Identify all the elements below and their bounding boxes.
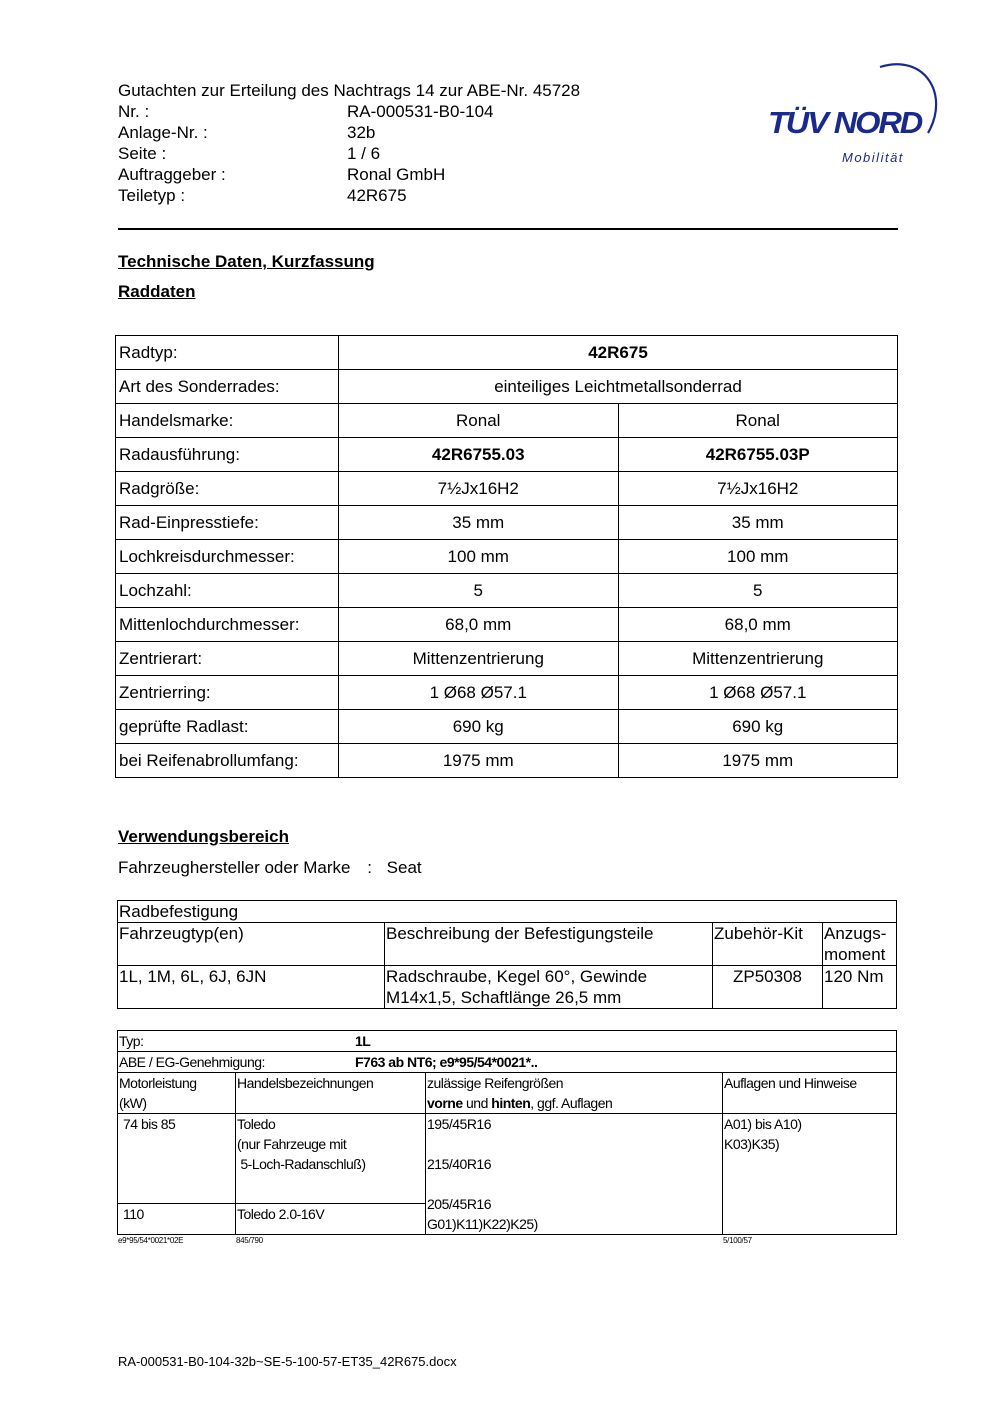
footer-filename: RA-000531-B0-104-32b~SE-5-100-57-ET35_42R675.docx xyxy=(118,1354,457,1369)
auflagen-cell: A01) bis A10) K03)K35) xyxy=(723,1114,897,1235)
cell-value-a: 68,0 mm xyxy=(339,608,619,642)
header-row-auftraggeber: Auftraggeber : Ronal GmbH xyxy=(118,165,446,184)
typ-table xyxy=(117,1030,897,1235)
col-header-fahrzeugtyp: Fahrzeugtyp(en) xyxy=(118,923,385,966)
typ-value: 1L xyxy=(355,1033,371,1049)
section-title-verwendungsbereich: Verwendungsbereich xyxy=(118,827,289,846)
cell-value-b: Mittenzentrierung xyxy=(618,642,898,676)
section-title-raddaten: Raddaten xyxy=(118,282,196,301)
table-row xyxy=(116,336,898,370)
small-note-code: 845/790 xyxy=(236,1236,263,1245)
cell-value-a: Ronal xyxy=(339,404,619,438)
col-header-motorleistung: Motorleistung (kW) xyxy=(118,1073,236,1114)
cell-value-a: 7½Jx16H2 xyxy=(339,472,619,506)
row-label: Handelsmarke: xyxy=(116,404,339,438)
tuev-nord-logo xyxy=(760,55,945,170)
cell-value-a: 35 mm xyxy=(339,506,619,540)
cell-value-b: Ronal xyxy=(618,404,898,438)
bef-kit: ZP50308 xyxy=(713,966,823,1009)
fahrzeughersteller-line xyxy=(118,858,422,878)
cell-value-a: 1 Ø68 Ø57.1 xyxy=(339,676,619,710)
row-label: Zentrierart: xyxy=(116,642,339,676)
bef-title: Radbefestigung xyxy=(118,901,897,923)
abe-row xyxy=(118,1052,897,1073)
table-row xyxy=(118,923,897,966)
table-row xyxy=(118,966,897,1009)
header-title: Gutachten zur Erteilung des Nachtrags 14 zur ABE-Nr. 45728 xyxy=(118,81,581,100)
row-label: Rad-Einpresstiefe: xyxy=(116,506,339,540)
cell-value-b: 5 xyxy=(618,574,898,608)
hersteller-separator: : xyxy=(367,858,372,877)
bef-fahrzeugtyp: 1L, 1M, 6L, 6J, 6JN xyxy=(118,966,385,1009)
row-label: Mittenlochdurchmesser: xyxy=(116,608,339,642)
hersteller-value: Seat xyxy=(386,858,422,877)
table-row xyxy=(116,370,898,404)
row-label: bei Reifenabrollumfang: xyxy=(116,744,339,778)
radtyp-value: 42R675 xyxy=(339,336,898,370)
bef-beschreibung: Radschraube, Kegel 60°, Gewinde M14x1,5, Schaftlänge 26,5 mm xyxy=(385,966,713,1009)
cell-value-a: 5 xyxy=(339,574,619,608)
header-row-anlage: Anlage-Nr. : 32b xyxy=(118,123,376,142)
cell-value-a: 100 mm xyxy=(339,540,619,574)
row-label: Radausführung: xyxy=(116,438,339,472)
table-row xyxy=(116,676,898,710)
reifen-cell: 195/45R16 215/40R16 205/45R16 G01)K11)K22)K25) xyxy=(426,1114,723,1235)
table-row xyxy=(116,744,898,778)
raddaten-table xyxy=(115,335,898,778)
table-row xyxy=(116,540,898,574)
table-row xyxy=(116,574,898,608)
col-header-beschreibung: Beschreibung der Befestigungsteile xyxy=(385,923,713,966)
logo-brand: TÜV NORD xyxy=(768,105,922,140)
row-label: geprüfte Radlast: xyxy=(116,710,339,744)
row-label: Radgröße: xyxy=(116,472,339,506)
cell-value-b: 1 Ø68 Ø57.1 xyxy=(618,676,898,710)
typ-label: Typ: xyxy=(119,1033,144,1049)
logo-subtitle: Mobilität xyxy=(842,150,904,165)
table-row xyxy=(118,1073,897,1114)
cell-value-b: 1975 mm xyxy=(618,744,898,778)
cell-value-b: 7½Jx16H2 xyxy=(618,472,898,506)
header-row-seite: Seite : 1 / 6 xyxy=(118,144,381,163)
row-label: Art des Sonderrades: xyxy=(116,370,339,404)
r2-handel: Toledo 2.0-16V xyxy=(236,1204,426,1235)
row-label: Zentrierring: xyxy=(116,676,339,710)
table-row xyxy=(116,472,898,506)
cell-value-a: Mittenzentrierung xyxy=(339,642,619,676)
cell-value-b: 35 mm xyxy=(618,506,898,540)
table-row xyxy=(116,404,898,438)
table-row xyxy=(116,608,898,642)
document-header xyxy=(118,80,580,206)
hersteller-label: Fahrzeughersteller oder Marke xyxy=(118,858,351,877)
typ-row xyxy=(118,1031,897,1052)
col-header-auflagen: Auflagen und Hinweise xyxy=(723,1073,897,1114)
table-row xyxy=(118,1052,897,1073)
r1-handel: Toledo (nur Fahrzeuge mit 5-Loch-Radanschluß) xyxy=(236,1114,426,1204)
col-header-zubehoer-kit: Zubehör-Kit xyxy=(713,923,823,966)
col-header-reifengroessen: zulässige Reifengrößen vorne und hinten, ggf. Auflagen xyxy=(426,1073,723,1114)
row-label: Lochkreisdurchmesser: xyxy=(116,540,339,574)
cell-value-a: 42R6755.03 xyxy=(339,438,619,472)
small-note-genehmigung: e9*95/54*0021*02E xyxy=(118,1236,184,1245)
section-title-technische-daten: Technische Daten, Kurzfassung xyxy=(118,252,375,271)
cell-value-b: 42R6755.03P xyxy=(618,438,898,472)
art-value: einteiliges Leichtmetallsonderrad xyxy=(339,370,898,404)
table-row xyxy=(118,1114,897,1204)
small-note-lochbild: 5/100/57 xyxy=(723,1236,752,1245)
cell-value-b: 100 mm xyxy=(618,540,898,574)
abe-value: F763 ab NT6; e9*95/54*0021*.. xyxy=(355,1054,538,1070)
table-row xyxy=(116,438,898,472)
table-row xyxy=(118,901,897,923)
cell-value-b: 690 kg xyxy=(618,710,898,744)
cell-value-b: 68,0 mm xyxy=(618,608,898,642)
r1-motor: 74 bis 85 xyxy=(118,1114,236,1204)
table-row xyxy=(116,642,898,676)
abe-label: ABE / EG-Genehmigung: xyxy=(119,1054,265,1070)
col-header-anzugsmoment: Anzugs- moment xyxy=(823,923,897,966)
cell-value-a: 690 kg xyxy=(339,710,619,744)
table-row xyxy=(116,710,898,744)
row-label: Lochzahl: xyxy=(116,574,339,608)
col-header-handelsbezeichnungen: Handelsbezeichnungen xyxy=(236,1073,426,1114)
r2-motor: 110 xyxy=(118,1204,236,1235)
radbefestigung-table xyxy=(117,900,897,1009)
table-row xyxy=(118,1031,897,1052)
header-row-nr: Nr. : RA-000531-B0-104 xyxy=(118,102,494,121)
bef-moment: 120 Nm xyxy=(823,966,897,1009)
cell-value-a: 1975 mm xyxy=(339,744,619,778)
row-label: Radtyp: xyxy=(116,336,339,370)
header-divider xyxy=(118,228,898,230)
table-row xyxy=(116,506,898,540)
header-row-teiletyp: Teiletyp : 42R675 xyxy=(118,186,407,205)
